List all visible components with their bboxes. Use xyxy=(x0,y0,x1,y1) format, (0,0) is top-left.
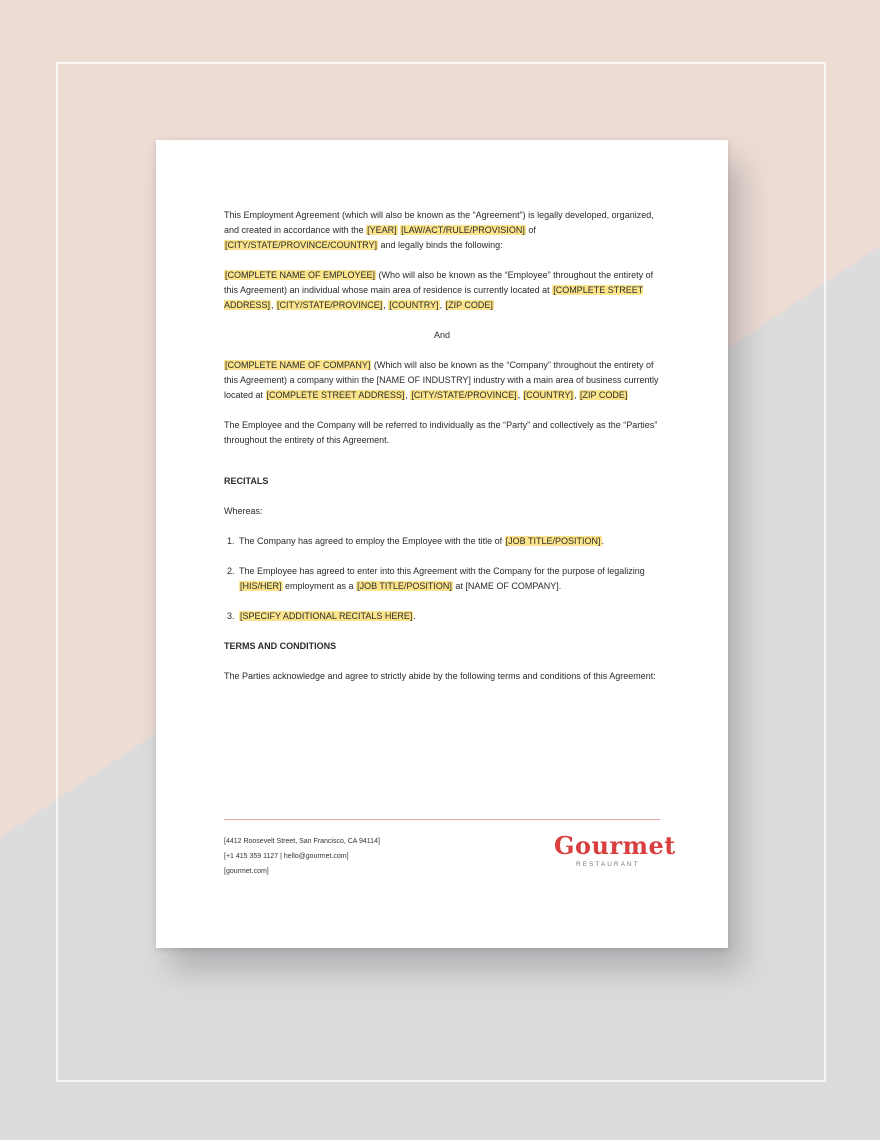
employee-zip-placeholder: [ZIP CODE] xyxy=(445,300,493,310)
employee-text: (Who will also be known as the “Employee” throughout the entirety of this Agreement) an individual whose main area of residence is currently located at xyxy=(224,270,654,295)
intro-text: This Employment Agreement (which will also be known as the “Agreement”) is legally developed, organized, and created in accordance with the xyxy=(224,210,654,235)
recital-text: The Employee has agreed to enter into this Agreement with the Company for the purpose of legalizing xyxy=(239,566,645,576)
gourmet-logo xyxy=(554,831,676,869)
and-separator: And xyxy=(433,330,450,340)
separator: , xyxy=(517,390,523,400)
recital-end: . xyxy=(601,536,605,546)
recitals-list xyxy=(224,534,660,624)
employee-city-placeholder: [CITY/STATE/PROVINCE] xyxy=(277,300,383,310)
recital-text: employment as a xyxy=(282,581,357,591)
separator: , xyxy=(271,300,277,310)
separator: , xyxy=(573,390,579,400)
document-body xyxy=(224,208,660,699)
employee-paragraph xyxy=(224,268,660,313)
intro-text-of: of xyxy=(525,225,536,235)
company-city-placeholder: [CITY/STATE/PROVINCE] xyxy=(411,390,517,400)
footer-website: [gourmet.com] xyxy=(224,868,269,875)
document-page xyxy=(156,140,728,948)
job-title-placeholder: [JOB TITLE/POSITION] xyxy=(505,536,601,546)
employee-address-placeholder: [COMPLETE STREET ADDRESS] xyxy=(224,285,644,310)
law-placeholder: [LAW/ACT/RULE/PROVISION] xyxy=(401,225,525,235)
location-placeholder: [CITY/STATE/PROVINCE/COUNTRY] xyxy=(225,240,378,250)
employee-name-placeholder: [COMPLETE NAME OF EMPLOYEE] xyxy=(225,270,376,280)
pronoun-placeholder: [HIS/HER] xyxy=(240,581,282,591)
intro-paragraph xyxy=(224,208,660,253)
company-country-placeholder: [COUNTRY] xyxy=(523,390,573,400)
list-item xyxy=(237,564,660,594)
party-paragraph: The Employee and the Company will be referred to individually as the “Party” and collectively as the “Parties” throughout the entirety of this Agreement. xyxy=(224,420,658,445)
employee-country-placeholder: [COUNTRY] xyxy=(389,300,439,310)
footer-phone-email: [+1 415 359 1127 | hello@gourmet.com] xyxy=(224,853,349,860)
job-title-placeholder: [JOB TITLE/POSITION] xyxy=(357,581,452,591)
terms-paragraph: The Parties acknowledge and agree to strictly abide by the following terms and conditions of this Agreement: xyxy=(224,671,656,681)
recitals-heading: RECITALS xyxy=(224,476,269,486)
recital-end: . xyxy=(413,611,416,621)
footer-divider xyxy=(224,819,660,820)
logo-subtitle: RESTAURANT xyxy=(576,861,640,868)
whereas-text: Whereas: xyxy=(224,506,263,516)
separator: , xyxy=(439,300,445,310)
logo-wordmark: Gourmet xyxy=(554,831,676,860)
separator: , xyxy=(383,300,389,310)
intro-text-binds: and legally binds the following: xyxy=(378,240,503,250)
company-zip-placeholder: [ZIP CODE] xyxy=(579,390,628,400)
company-paragraph xyxy=(224,358,660,403)
recital-text: at [NAME OF COMPANY]. xyxy=(452,581,562,591)
list-item xyxy=(237,609,660,624)
separator: , xyxy=(405,390,411,400)
company-address-placeholder: [COMPLETE STREET ADDRESS] xyxy=(266,390,405,400)
additional-recitals-placeholder: [SPECIFY ADDITIONAL RECITALS HERE] xyxy=(240,611,413,621)
list-item xyxy=(237,534,660,549)
company-name-placeholder: [COMPLETE NAME OF COMPANY] xyxy=(225,360,371,370)
terms-heading: TERMS AND CONDITIONS xyxy=(224,641,337,651)
year-placeholder: [YEAR] xyxy=(367,225,397,235)
footer-address: [4412 Roosevelt Street, San Francisco, CA 94114] xyxy=(224,838,380,845)
footer-contact xyxy=(224,834,464,879)
company-text: (Which will also be known as the “Company” throughout the entirety of this Agreement) a company within the [NAME OF INDUSTRY] industry with a main area of business currently located at xyxy=(224,360,659,400)
recital-text: The Company has agreed to employ the Employee with the title of xyxy=(239,536,505,546)
